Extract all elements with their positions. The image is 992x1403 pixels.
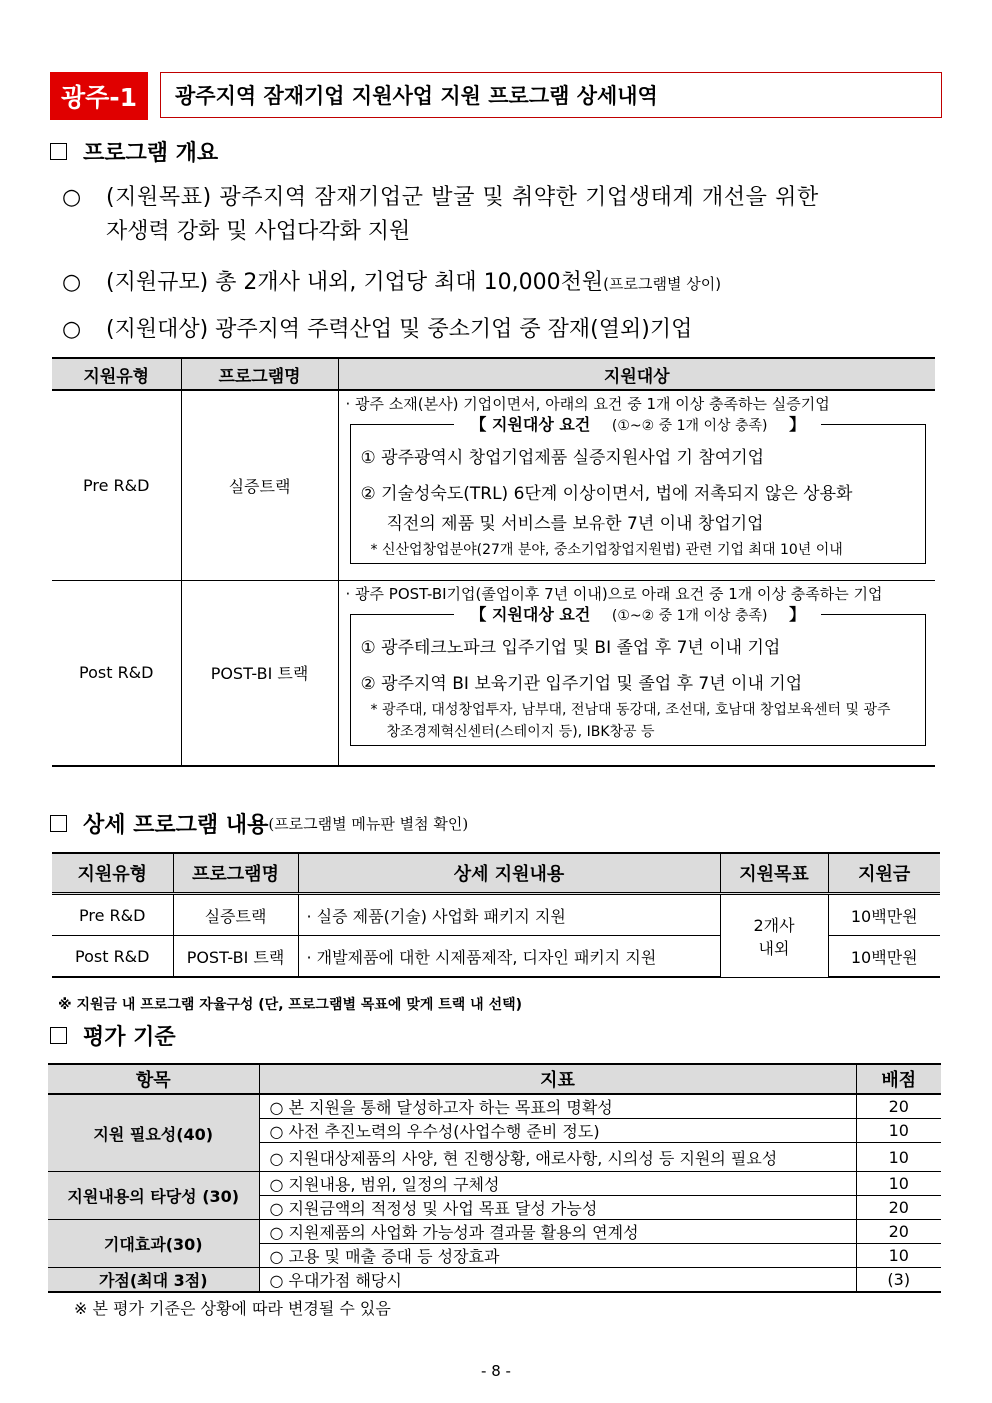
target-intro: · 광주 POST-BI기업(졸업이후 7년 이내)으로 아래 요건 중 1개 이상 충족하는 기업 xyxy=(345,584,883,603)
column-header: 지원유형 xyxy=(52,358,181,390)
requirement-item: ② 기술성숙도(TRL) 6단계 이상이면서, 법에 저촉되지 않은 상용화 xyxy=(360,484,853,504)
support-type: Post R&D xyxy=(52,936,173,978)
evaluation-heading xyxy=(50,1020,176,1051)
evaluation-score: 20 xyxy=(856,1196,941,1220)
support-content: · 실증 제품(기술) 사업화 패키지 지원 xyxy=(298,894,720,936)
table-row xyxy=(52,580,935,766)
overview-item-continuation: 자생력 강화 및 사업다각화 지원 xyxy=(106,219,411,244)
support-type: Pre R&D xyxy=(52,390,181,580)
target-cell xyxy=(338,390,935,580)
evaluation-score: (3) xyxy=(856,1268,941,1293)
evaluation-footnote: ※ 본 평가 기준은 상황에 따라 변경될 수 있음 xyxy=(74,1299,391,1318)
evaluation-category: 기대효과(30) xyxy=(48,1220,259,1268)
table-row xyxy=(48,1268,941,1293)
overview-heading xyxy=(50,136,218,167)
table-row xyxy=(48,1172,941,1196)
requirement-note-continuation: 창조경제혁신센터(스테이지 등), IBK창공 등 xyxy=(386,723,655,740)
column-header: 지원금 xyxy=(828,853,940,894)
support-type: Pre R&D xyxy=(52,894,173,936)
requirement-item: ① 광주광역시 창업기업제품 실증지원사업 기 참여기업 xyxy=(360,448,765,468)
detail-title: 상세 프로그램 내용 xyxy=(83,813,269,838)
checkbox-icon xyxy=(50,815,67,832)
support-amount: 10백만원 xyxy=(828,936,940,978)
support-content: · 개발제품에 대한 시제품제작, 디자인 패키지 지원 xyxy=(298,936,720,978)
column-header: 프로그램명 xyxy=(181,358,338,390)
column-header: 지표 xyxy=(259,1064,856,1094)
page-number: - 8 - xyxy=(481,1362,511,1380)
evaluation-indicator: ○ 지원대상제품의 사양, 현 진행상황, 애로사항, 시의성 등 지원의 필요성 xyxy=(259,1143,856,1172)
evaluation-indicator: ○ 본 지원을 통해 달성하고자 하는 목표의 명확성 xyxy=(259,1094,856,1119)
evaluation-score: 20 xyxy=(856,1094,941,1119)
target-cell xyxy=(338,580,935,766)
evaluation-indicator: ○ 고용 및 매출 증대 등 성장효과 xyxy=(259,1244,856,1268)
section-tag: 광주-1 xyxy=(50,72,148,120)
program-name: 실증트랙 xyxy=(181,390,338,580)
detail-title-suffix: (프로그램별 메뉴판 별첨 확인) xyxy=(268,815,469,833)
requirements-box xyxy=(350,604,927,746)
requirement-note: * 광주대, 대성창업투자, 남부대, 전남대 동강대, 조선대, 호남대 창업보육센터 및 광주 xyxy=(370,701,891,718)
overview-item-text: (지원규모) 총 2개사 내외, 기업당 최대 10,000천원 xyxy=(106,270,604,295)
evaluation-score: 10 xyxy=(856,1172,941,1196)
evaluation-indicator: ○ 우대가점 해당시 xyxy=(259,1268,856,1293)
requirements-title: 【 지원대상 요건 (①~② 중 1개 이상 충족) 】 xyxy=(351,412,926,435)
table-row xyxy=(52,390,935,580)
overview-item-suffix: (프로그램별 상이) xyxy=(603,275,722,293)
checkbox-icon xyxy=(50,1027,67,1044)
table-row xyxy=(48,1220,941,1244)
column-header: 항목 xyxy=(48,1064,259,1094)
detail-footnote: ※ 지원금 내 프로그램 자율구성 (단, 프로그램별 목표에 맞게 트랙 내 선택) xyxy=(58,997,523,1013)
overview-item xyxy=(62,266,721,301)
requirement-item-continuation: 직전의 제품 및 서비스를 보유한 7년 이내 창업기업 xyxy=(386,514,764,534)
evaluation-title: 평가 기준 xyxy=(83,1025,176,1050)
evaluation-category: 지원내용의 타당성 (30) xyxy=(48,1172,259,1220)
table-row xyxy=(48,1094,941,1119)
support-goal: 2개사 내외 xyxy=(720,894,828,978)
requirements-title: 【 지원대상 요건 (①~② 중 1개 이상 충족) 】 xyxy=(351,602,926,625)
circle-bullet-icon: ○ xyxy=(62,270,82,295)
requirement-item: ② 광주지역 BI 보육기관 입주기업 및 졸업 후 7년 이내 기업 xyxy=(360,673,803,694)
overview-title: 프로그램 개요 xyxy=(83,141,219,166)
evaluation-indicator: ○ 사전 추진노력의 우수성(사업수행 준비 정도) xyxy=(259,1119,856,1143)
column-header: 상세 지원내용 xyxy=(298,853,720,894)
evaluation-score: 10 xyxy=(856,1244,941,1268)
column-header: 지원유형 xyxy=(52,853,173,894)
requirement-note: * 신산업창업분야(27개 분야, 중소기업창업지원법) 관련 기업 최대 10년 이내 xyxy=(370,542,843,558)
column-header: 지원목표 xyxy=(720,853,828,894)
evaluation-indicator: ○ 지원금액의 적정성 및 사업 목표 달성 가능성 xyxy=(259,1196,856,1220)
evaluation-category: 가점(최대 3점) xyxy=(48,1268,259,1293)
overview-item xyxy=(62,181,942,215)
checkbox-icon xyxy=(50,143,67,160)
column-header: 지원대상 xyxy=(338,358,935,390)
evaluation-indicator: ○ 지원내용, 범위, 일정의 구체성 xyxy=(259,1172,856,1196)
program-name: POST-BI 트랙 xyxy=(181,580,338,766)
detail-table xyxy=(52,852,940,978)
support-amount: 10백만원 xyxy=(828,894,940,936)
overview-item-text: (지원대상) 광주지역 주력산업 및 중소기업 중 잠재(열외)기업 xyxy=(106,317,693,342)
column-header: 배점 xyxy=(856,1064,941,1094)
detail-heading xyxy=(50,808,468,839)
support-type: Post R&D xyxy=(52,580,181,766)
column-header: 프로그램명 xyxy=(173,853,298,894)
program-name: POST-BI 트랙 xyxy=(173,936,298,978)
evaluation-score: 10 xyxy=(856,1119,941,1143)
page-title: 광주지역 잠재기업 지원사업 지원 프로그램 상세내역 xyxy=(160,72,942,118)
evaluation-indicator: ○ 지원제품의 사업화 가능성과 결과물 활용의 연계성 xyxy=(259,1220,856,1244)
requirements-box xyxy=(350,415,927,564)
overview-item xyxy=(62,313,692,347)
circle-bullet-icon: ○ xyxy=(62,317,82,342)
evaluation-table xyxy=(48,1063,941,1293)
program-name: 실증트랙 xyxy=(173,894,298,936)
evaluation-category: 지원 필요성(40) xyxy=(48,1094,259,1172)
table-row xyxy=(52,894,940,936)
evaluation-score: 20 xyxy=(856,1220,941,1244)
evaluation-score: 10 xyxy=(856,1143,941,1172)
target-table xyxy=(52,357,935,767)
target-intro: · 광주 소재(본사) 기업이면서, 아래의 요건 중 1개 이상 충족하는 실증기업 xyxy=(345,395,830,413)
circle-bullet-icon: ○ xyxy=(62,185,82,210)
overview-item-text: (지원목표) 광주지역 잠재기업군 발굴 및 취약한 기업생태계 개선을 위한 xyxy=(106,185,819,210)
requirement-item: ① 광주테크노파크 입주기업 및 BI 졸업 후 7년 이내 기업 xyxy=(360,637,781,658)
